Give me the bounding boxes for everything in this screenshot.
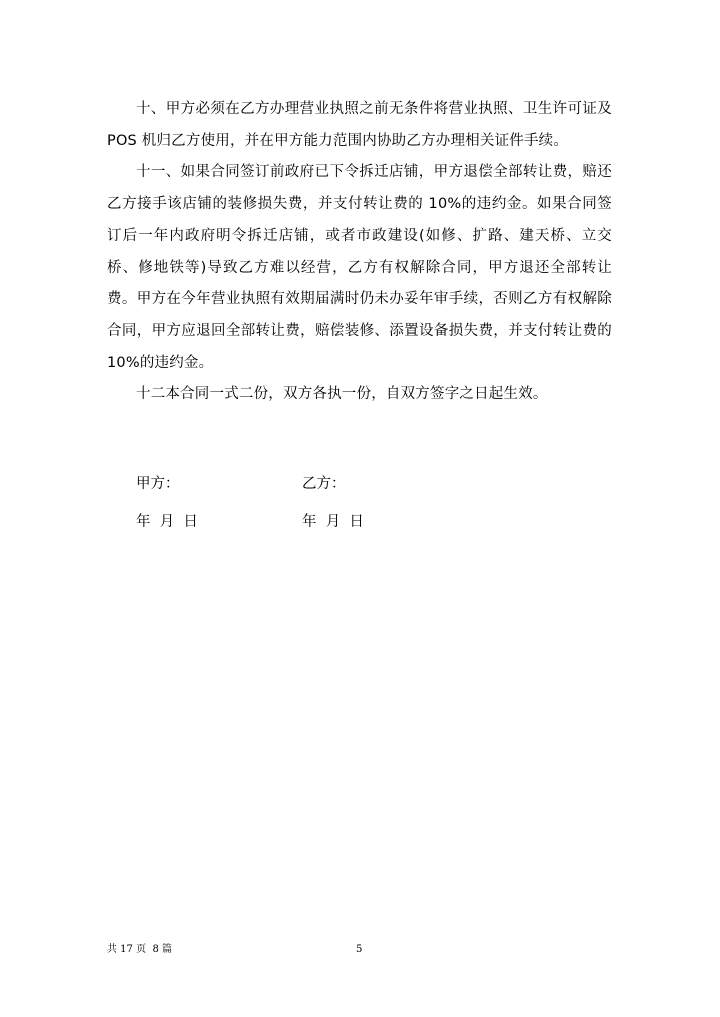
clause-10: 十、甲方必须在乙方办理营业执照之前无条件将营业执照、卫生许可证及POS 机归乙方使用，并在甲方能力范围内协助乙方办理相关证件手续。 [107,101,612,149]
party-a-label: 甲方： [136,476,180,492]
page-info: 共 17 页 8 篇 [107,944,172,955]
party-a-date: 年 月 日 [136,514,198,530]
party-b-date: 年 月 日 [302,514,364,530]
party-b-label: 乙方： [302,476,346,492]
clause-12: 十二本合同一式二份，双方各执一份，自双方签字之日起生效。 [136,386,548,403]
contract-body [107,94,612,411]
clause-11: 十一、如果合同签订前政府已下令拆迁店铺，甲方退偿全部转让费，赔还乙方接手该店铺的装修损失费，并支付转让费的 10%的违约金。如果合同签订后一年内政府明令拆迁店铺，或者市政建设(如修、扩路、建天桥、立交桥、修地铁等)导致乙方难以经营，乙方有权解除合同，甲方退还全部转让费。甲方在今年营业执照有效期届满时仍未办妥年审手续，否则乙方有权解除合同，甲方应退回全部转让费，赔偿装修、添置设备损失费，并支付转让费的 10%的违约金。 [107,164,612,371]
page-number: 5 [356,944,363,955]
